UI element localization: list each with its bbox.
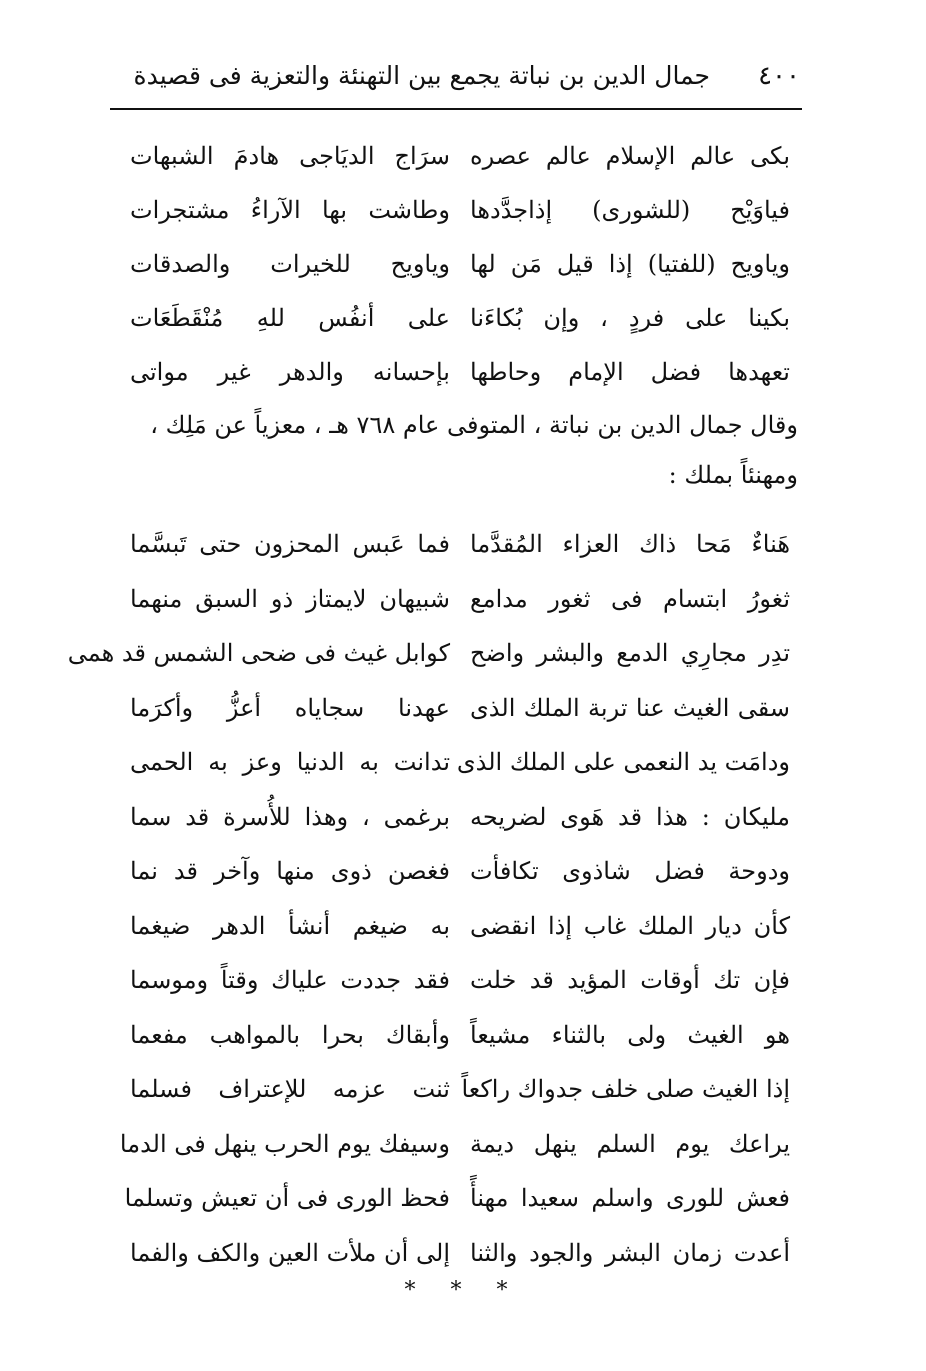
verse-line — [130, 573, 790, 625]
second-hemistich: عهدنا سجاياه أعزُّ وأكرَما — [130, 693, 450, 722]
second-hemistich: تدانت به الدنيا وعز به الحمى — [130, 748, 450, 776]
verse-line — [130, 184, 790, 236]
first-hemistich: بكى عالم الإسلام عالم عصره — [470, 142, 790, 170]
verse-line — [130, 845, 790, 897]
second-hemistich: إلى أن ملأت العين والكف والفما — [130, 1238, 450, 1267]
first-hemistich: فعش للورى واسلم سعيدا مهنأً — [470, 1184, 790, 1212]
page-header — [110, 56, 800, 98]
verse-line — [130, 736, 790, 788]
second-hemistich: بإحسانه والدهر غير مواتى — [130, 358, 450, 386]
verse-line — [130, 346, 790, 398]
second-hemistich: كوابل غيث فى ضحى الشمس قد همى — [67, 639, 450, 667]
second-hemistich: فما عَبس المحزون حتى تَبسَّما — [130, 530, 450, 558]
second-hemistich: فغصن ذوى منها وآخر قد نما — [130, 857, 450, 885]
first-hemistich: أعدت زمان البشر والجود والثنا — [470, 1238, 790, 1267]
first-hemistich: بكينا على فردٍ ، وإن بُكاءَنا — [470, 304, 790, 332]
first-hemistich: سقى الغيث عنا تربة الملك الذى — [470, 693, 790, 722]
first-hemistich: هو الغيث ولى بالثناء مشيعاً — [470, 1020, 790, 1049]
second-hemistich: وياويح للخيرات والصدقات — [130, 250, 450, 278]
verse-line — [67, 627, 790, 679]
header-rule — [110, 108, 802, 110]
first-hemistich: تعهدها فضل الإمام وحاطها — [470, 358, 790, 386]
verse-line — [130, 682, 790, 734]
intro-line-2: ومهنئاً بملك : — [668, 461, 798, 489]
first-hemistich: كأن ديار الملك غاب إذا انقضى — [470, 911, 790, 940]
page-number: ٤٠٠ — [758, 61, 800, 91]
verse-line — [130, 900, 790, 952]
intro-line-1: وقال جمال الدين بن نباتة ، المتوفى عام ٧٦٨ هـ ، معزياً عن مَلِك ، — [150, 411, 798, 439]
first-hemistich: تدِر مجارِي الدمع والبشر واضح — [470, 639, 790, 667]
verse-line — [130, 954, 790, 1006]
first-hemistich: ودوحة فضل شاذوى تكافأت — [470, 857, 790, 885]
first-hemistich: مليكان : هذا قد هَوى لضريحه — [470, 802, 790, 831]
second-hemistich: فقد جددت علياك وقتاً وموسما — [130, 966, 450, 994]
first-hemistich: إذا الغيث صلى خلف جدواك راكعاً — [461, 1075, 790, 1103]
verse-line — [130, 238, 790, 290]
second-hemistich: فحظ الورى فى أن تعيش وتسلما — [124, 1184, 450, 1212]
second-hemistich: برغمى ، وهذا للأُسرة قد سما — [130, 802, 450, 831]
first-hemistich: وياويح (للفتيا) إذا قيل مَن لها — [470, 250, 790, 278]
second-hemistich: وطاشت بها الآراءُ مشتجرات — [130, 196, 450, 224]
second-hemistich: ثنت عزمه للإعتراف فسلما — [130, 1075, 450, 1103]
verse-line — [130, 518, 790, 570]
second-hemistich: على أنفُس للهِ مُنْقَطَعَات — [130, 304, 450, 332]
first-hemistich: ثغورُ ابتسام فى ثغور مدامع — [470, 584, 790, 613]
section-ornament: * * * — [404, 1278, 522, 1303]
second-hemistich: وأبقاك بحرا بالمواهب مفعما — [130, 1020, 450, 1049]
running-title: جمال الدين بن نباتة يجمع بين التهنئة والتعزية فى قصيدة — [133, 61, 710, 90]
first-hemistich: هَناءٌ مَحا ذاك العزاء المُقدَّما — [470, 530, 790, 558]
verse-line — [130, 130, 790, 182]
first-hemistich: ودامَت يد النعمى على الملك الذى — [456, 748, 790, 776]
verse-line — [130, 1063, 790, 1115]
first-hemistich: فإن تك أوقات المؤيد قد خلت — [470, 966, 790, 994]
intro-paragraph — [118, 400, 798, 500]
verse-line — [130, 292, 790, 344]
second-hemistich: شبيهان لايمتاز ذو السبق منهما — [130, 584, 450, 613]
first-hemistich: يراعك يوم السلم ينهل ديمة — [470, 1129, 790, 1158]
second-hemistich: به ضيغم أنشأ الدهر ضيغما — [130, 911, 450, 940]
verse-line — [124, 1172, 790, 1224]
first-hemistich: فياوَيْح (للشورى) إذاجدَّدها — [470, 196, 790, 224]
verse-line — [119, 1118, 790, 1170]
verse-line — [130, 1009, 790, 1061]
second-hemistich: سرَاج الديَاجى هادمَ الشبهات — [130, 142, 450, 170]
second-hemistich: وسيفك يوم الحرب ينهل فى الدما — [119, 1129, 450, 1158]
verse-line — [130, 1227, 790, 1279]
verse-line — [130, 791, 790, 843]
